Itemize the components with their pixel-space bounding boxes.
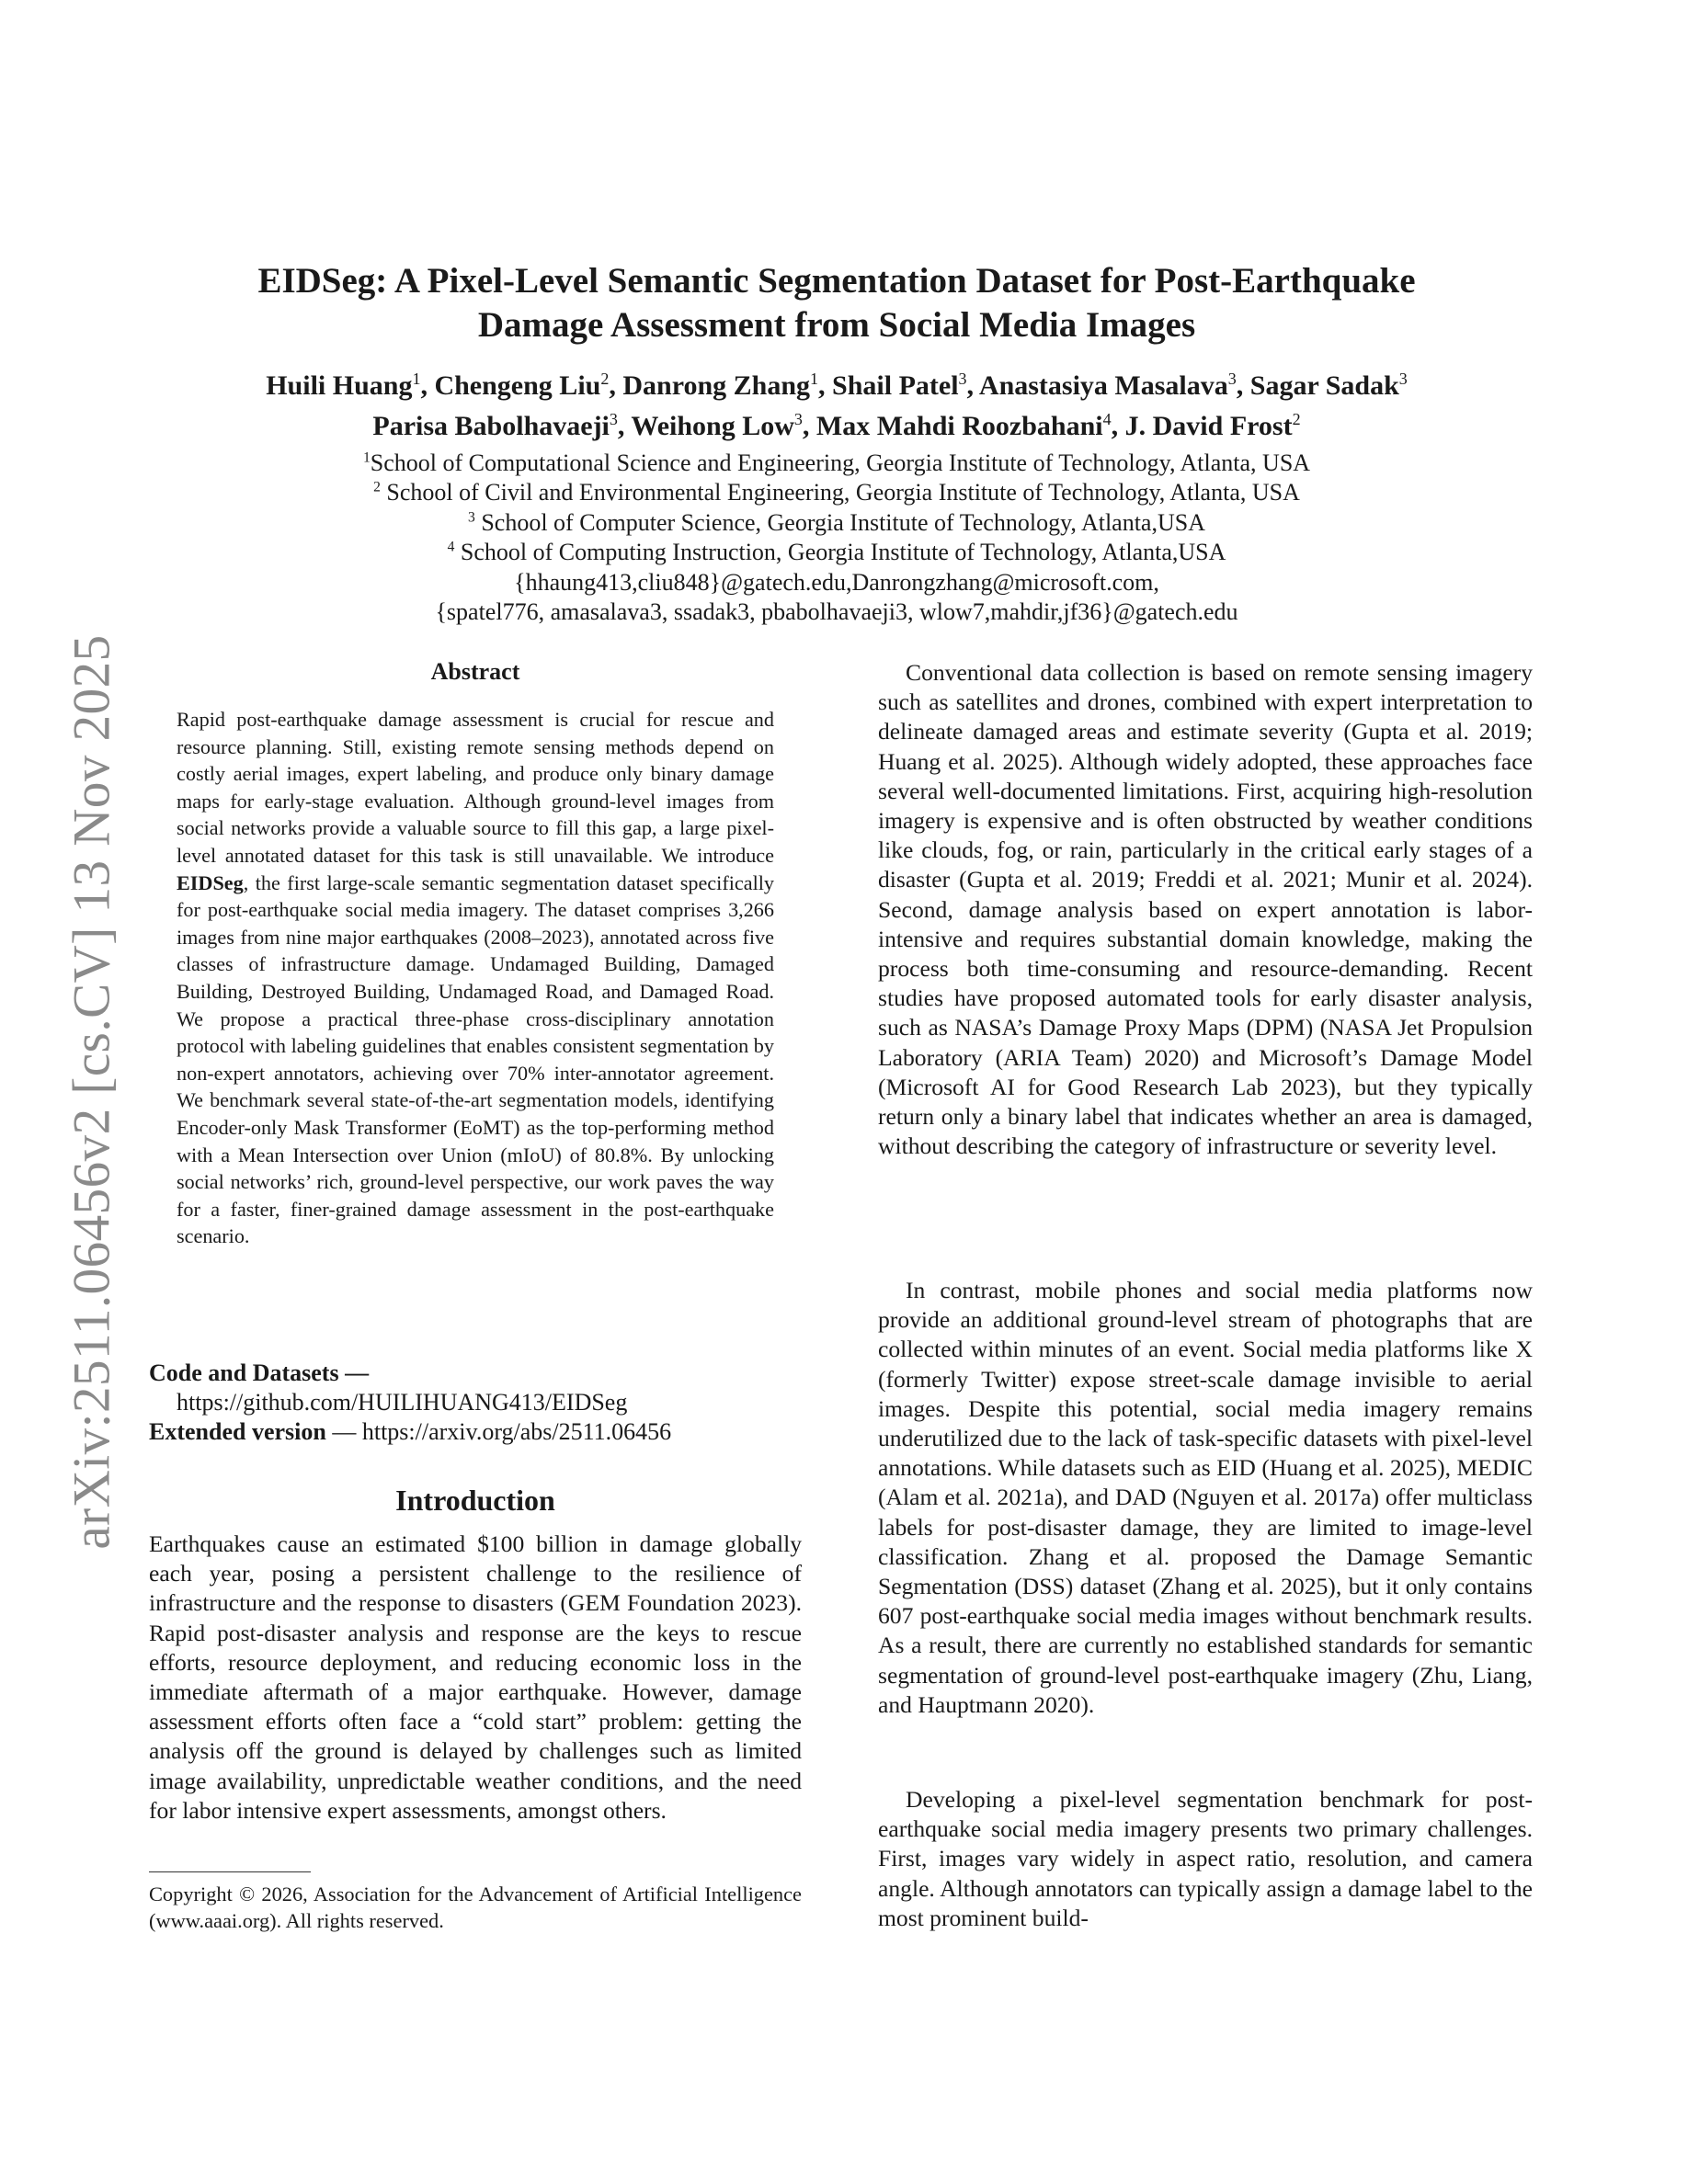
emails-line-1: {hhaung413,cliu848}@gatech.edu,Danrongzhang@microsoft.com,: [514, 568, 1159, 596]
author: Huili Huang: [266, 370, 413, 401]
author-affil-mark: 3: [958, 370, 967, 388]
right-paragraph-3: Developing a pixel-level segmentation benchmark for post-earthquake social media imagery presents two primary challenges. First, images vary widely in aspect ratio, resolution, and camera angle. Although annotators can typically assign a damage label to the most prominent build-: [878, 1786, 1533, 1931]
author: Danrong Zhang: [622, 370, 811, 401]
abstract-heading: Abstract: [430, 658, 520, 685]
introduction-heading: Introduction: [395, 1484, 555, 1517]
links-block: [149, 1359, 802, 1447]
affiliations: [147, 449, 1526, 627]
footnote-rule: [149, 1871, 311, 1872]
author-affil-mark: 3: [793, 410, 803, 428]
extended-version-link[interactable]: https://arxiv.org/abs/2511.06456: [361, 1418, 672, 1445]
author: Anastasiya Masalava: [978, 370, 1228, 401]
title-line-2: Damage Assessment from Social Media Images: [477, 305, 1196, 345]
author-line-2: Parisa Babolhavaeji$^3$, Weihong Low$^3$, Max Mahdi Roozbahani$^4$, J. David Frost$^2$: [372, 410, 1301, 441]
extended-version-line: Extended version — https://arxiv.org/abs/2511.06456: [149, 1418, 672, 1445]
right-paragraph-1: Conventional data collection is based on remote sensing imagery such as satellites and drones, combined with expert interpretation to delineate damaged areas and estimate severity (Gupta et al. 2019; Huang et al. 2025). Although widely adopted, these approaches face several well-documented limitations. First, acquiring high-resolution imagery is expensive and is often obstructed by weather conditions like clouds, fog, or rain, particularly in the critical early stages of a disaster (Gupta et al. 2019; Freddi et al. 2021; Munir et al. 2024). Second, damage analysis based on expert annotation is labor-intensive and requires substantial domain knowledge, making the process both time-consuming and resource-demanding. Recent studies have proposed automated tools for early disaster analysis, such as NASA’s Damage Proxy Maps (DPM) (NASA Jet Propulsion Laboratory (ARIA Team) 2020) and Microsoft’s Damage Model (Microsoft AI for Good Research Lab 2023), but they typically return only a binary label that indicates whether an area is damaged, without describing the category of infrastructure or severity level.: [878, 659, 1533, 1160]
author: J. David Frost: [1124, 411, 1293, 441]
intro-paragraph-1: Earthquakes cause an estimated $100 billion in damage globally each year, posing a persistent challenge to the resilience of infrastructure and the response to disasters (GEM Foundation 2023). Rapid post-disaster analysis and response are the keys to rescue efforts, resource deployment, and reducing economic loss in the immediate aftermath of a major earthquake. However, damage assessment efforts often face a “cold start” problem: getting the analysis off the ground is delayed by challenges such as limited image availability, unpredictable weather conditions, and the need for labor intensive expert assessments, amongst others.: [149, 1530, 802, 1824]
affiliation-3: $^3$ School of Computer Science, Georgia Institute of Technology, Atlanta,USA: [468, 508, 1205, 536]
title-line-1: EIDSeg: A Pixel-Level Semantic Segmentation Dataset for Post-Earthquake: [257, 261, 1416, 301]
affiliation-1: $^1$School of Computational Science and Engineering, Georgia Institute of Technology, Atlanta, USA: [362, 449, 1311, 476]
right-paragraph-2: In contrast, mobile phones and social media platforms now provide an additional ground-level stream of photographs that are collected within minutes of an event. Social media platforms like X (formerly Twitter) expose street-scale damage invisible to aerial images. Despite this potential, social media imagery remains underutilized due to the lack of task-specific datasets with pixel-level annotations. While datasets such as EID (Huang et al. 2025), MEDIC (Alam et al. 2021a), and DAD (Nguyen et al. 2017a) offer multiclass labels for post-disaster damage, they are limited to image-level classification. Zhang et al. proposed the Damage Semantic Segmentation (DSS) dataset (Zhang et al. 2025), but it only contains 607 post-earthquake social media images without benchmark results. As a result, there are currently no established standards for semantic segmentation of ground-level post-earthquake imagery (Zhu, Liang, and Hauptmann 2020).: [878, 1277, 1533, 1718]
author-affil-mark: 2: [600, 370, 610, 388]
code-datasets-link[interactable]: https://github.com/HUILIHUANG413/EIDSeg: [177, 1389, 628, 1416]
code-datasets-label: Code and Datasets —: [149, 1359, 370, 1386]
author: Max Mahdi Roozbahani: [815, 411, 1103, 441]
author: Sagar Sadak: [1249, 370, 1399, 401]
author-line-1: Huili Huang$^1$, Chengeng Liu$^2$, Danrong Zhang$^1$, Shail Patel$^3$, Anastasiya Masalava$^3$, Sagar Sadak$^3$: [266, 370, 1408, 401]
affiliation-4: $^4$ School of Computing Instruction, Georgia Institute of Technology, Atlanta,USA: [447, 539, 1226, 566]
copyright-notice: Copyright © 2026, Association for the Advancement of Artificial Intelligence (www.aaai.org). All rights reserved.: [149, 1883, 802, 1932]
paper-title: [147, 259, 1526, 347]
abstract-body: Rapid post-earthquake damage assessment is crucial for rescue and resource planning. Still, existing remote sensing methods depend on costly aerial images, expert labeling, and produce only binary damage maps for early-stage evaluation. Although ground-level images from social networks provide a valuable source to fill this gap, a large pixel-level annotated dataset for this task is still unavailable. We introduce EIDSeg, the first large-scale semantic segmentation dataset specifically for post-earthquake social media imagery. The dataset comprises 3,266 images from nine major earthquakes (2008–2023), annotated across five classes of infrastructure damage. Undamaged Building, Damaged Building, Destroyed Building, Undamaged Road, and Damaged Road. We propose a practical three-phase cross-disciplinary annotation protocol with labeling guidelines that enables consistent segmentation by non-expert annotators, achieving over 70% inter-annotator agreement. We benchmark several state-of-the-art segmentation models, identifying Encoder-only Mask Transformer (EoMT) as the top-performing method with a Mean Intersection over Union (mIoU) of 80.8%. By unlocking social networks’ rich, ground-level perspective, our work paves the way for a faster, finer-grained damage assessment in the post-earthquake scenario.: [177, 708, 774, 1248]
author-affil-mark: 3: [609, 410, 618, 428]
author-list: [147, 366, 1526, 447]
author: Chengeng Liu: [434, 370, 601, 401]
author-affil-mark: 3: [1227, 370, 1237, 388]
affiliation-2: $^2$ School of Civil and Environmental Engineering, Georgia Institute of Technology, Atlanta, USA: [373, 479, 1300, 506]
extended-version-label: Extended version: [149, 1418, 326, 1445]
author: Parisa Babolhavaeji: [372, 411, 610, 441]
dataset-name: EIDSeg: [177, 870, 244, 894]
author: Shail Patel: [832, 370, 959, 401]
author-affil-mark: 1: [412, 370, 421, 388]
author: Weihong Low: [631, 411, 794, 441]
author-affil-mark: 1: [810, 370, 819, 388]
author-affil-mark: 4: [1102, 410, 1112, 428]
arxiv-id: arXiv:2511.06456v2 [cs.CV] 13 Nov 2025: [63, 634, 121, 1550]
author-affil-mark: 2: [1292, 410, 1301, 428]
introduction-body: [149, 1530, 802, 1826]
author-affil-mark: 3: [1398, 370, 1408, 388]
emails-line-2: {spatel776, amasalava3, ssadak3, pbabolhavaeji3, wlow7,mahdir,jf36}@gatech.edu: [435, 598, 1238, 626]
